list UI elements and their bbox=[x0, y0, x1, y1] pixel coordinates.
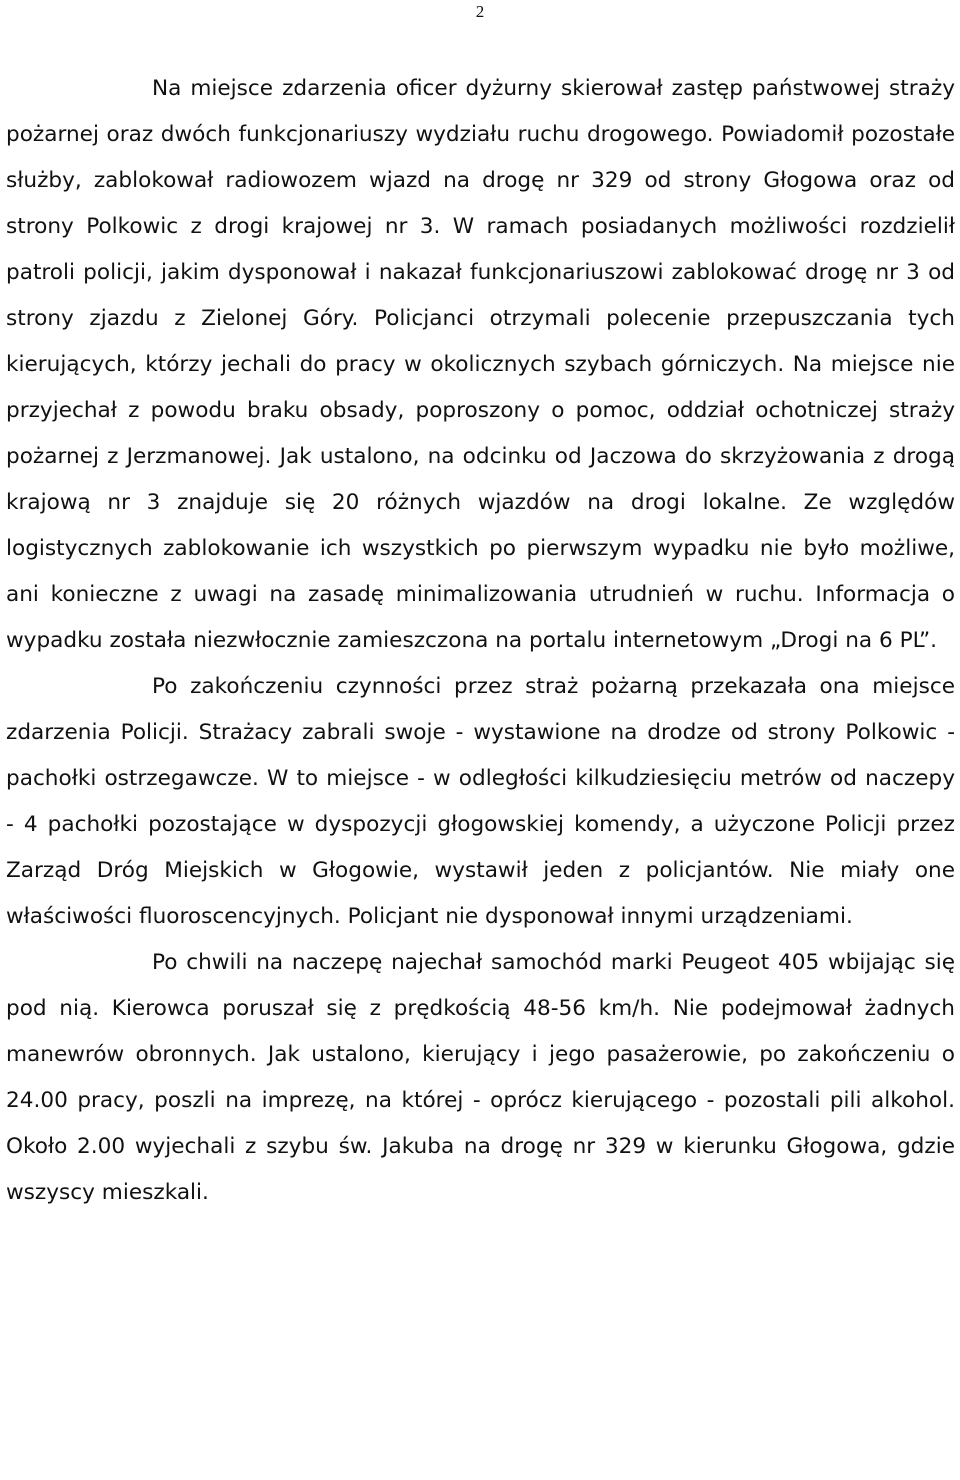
page-number: 2 bbox=[475, 2, 485, 21]
paragraph-2: Po zakończeniu czynności przez straż pożarną przekazała ona miejsce zdarzenia Policji. Strażacy zabrali swoje - wystawione na drodze od strony Polkowic - pachołki ostrzegawcze. W to miejsce - w odległości kilkudziesięciu metrów od naczepy - 4 pachołki pozostające w dyspozycji głogowskiej komendy, a użyczone Policji przez Zarząd Dróg Miejskich w Głogowie, wystawił jeden z policjantów. Nie miały one właściwości fluoroscencyjnych. Policjant nie dysponował innymi urządzeniami. bbox=[6, 674, 955, 929]
document-body bbox=[6, 66, 955, 1216]
paragraph-3: Po chwili na naczepę najechał samochód marki Peugeot 405 wbijając się pod nią. Kierowca poruszał się z prędkością 48-56 km/h. Nie podejmował żadnych manewrów obronnych. Jak ustalono, kierujący i jego pasażerowie, po zakończeniu o 24.00 pracy, poszli na imprezę, na której - oprócz kierującego - pozostali pili alkohol. Około 2.00 wyjechali z szybu św. Jakuba na drogę nr 329 w kierunku Głogowa, gdzie wszyscy mieszkali. bbox=[6, 950, 955, 1205]
paragraph-1: Na miejsce zdarzenia oficer dyżurny skierował zastęp państwowej straży pożarnej oraz dwóch funkcjonariuszy wydziału ruchu drogowego. Powiadomił pozostałe służby, zablokował radiowozem wjazd na drogę nr 329 od strony Głogowa oraz od strony Polkowic z drogi krajowej nr 3. W ramach posiadanych możliwości rozdzielił patroli policji, jakim dysponował i nakazał funkcjonariuszowi zablokować drogę nr 3 od strony zjazdu z Zielonej Góry. Policjanci otrzymali polecenie przepuszczania tych kierujących, którzy jechali do pracy w okolicznych szybach górniczych. Na miejsce nie przyjechał z powodu braku obsady, poproszony o pomoc, oddział ochotniczej straży pożarnej z Jerzmanowej. Jak ustalono, na odcinku od Jaczowa do skrzyżowania z drogą krajową nr 3 znajduje się 20 różnych wjazdów na drogi lokalne. Ze względów logistycznych zablokowanie ich wszystkich po pierwszym wypadku nie było możliwe, ani konieczne z uwagi na zasadę minimalizowania utrudnień w ruchu. Informacja o wypadku została niezwłocznie zamieszczona na portalu internetowym „Drogi na 6 PL”. bbox=[6, 76, 955, 653]
